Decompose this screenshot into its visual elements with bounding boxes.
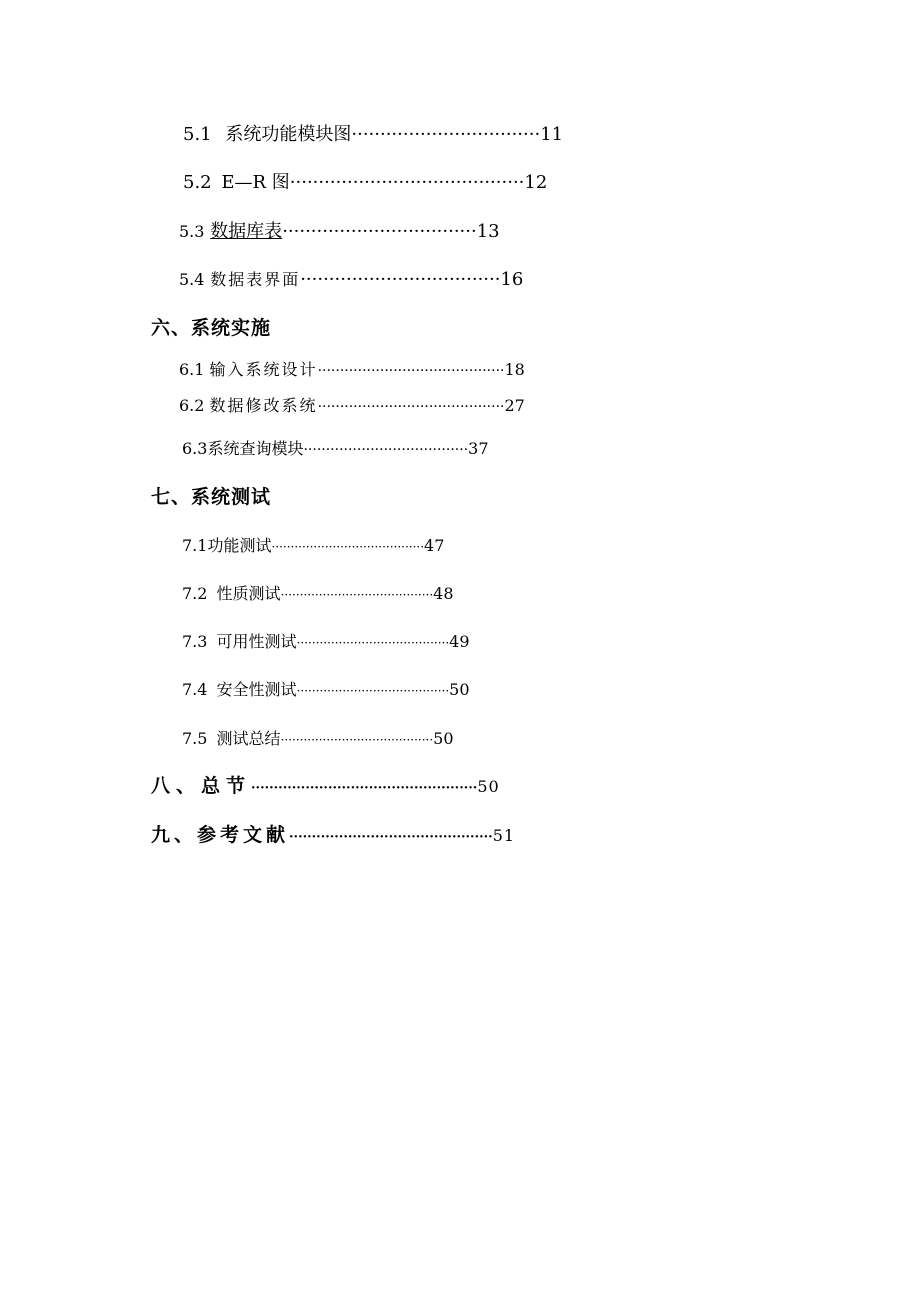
toc-title: 安全性测试	[216, 680, 297, 699]
toc-title: 性质测试	[216, 584, 281, 603]
toc-leader-dots: ········································	[271, 540, 425, 554]
toc-page-number: 49	[449, 632, 470, 651]
toc-page-number: 50	[449, 680, 470, 699]
toc-entry-5-1[interactable]	[183, 126, 563, 144]
toc-entry-5-4[interactable]	[179, 271, 523, 289]
toc-number: 6.2	[179, 396, 205, 415]
toc-leader-dots: ··········································	[317, 363, 505, 379]
toc-title: 数据修改系统	[209, 396, 318, 415]
toc-entry-5-2[interactable]	[183, 174, 547, 192]
toc-entry-5-3[interactable]	[179, 223, 500, 241]
toc-entry-7-4[interactable]	[182, 682, 470, 698]
toc-heading-title: 八、总节	[151, 775, 252, 797]
toc-title: 功能测试	[207, 536, 272, 555]
toc-page-number: 11	[540, 124, 564, 145]
toc-heading-8[interactable]	[151, 777, 500, 796]
toc-leader-dots: ·············································	[289, 830, 493, 845]
toc-leader-dots: ········································	[280, 733, 434, 747]
toc-number: 5.1	[183, 124, 212, 145]
toc-page-number: 16	[500, 269, 524, 290]
toc-title: 数据库表	[210, 221, 283, 242]
toc-title: 可用性测试	[216, 632, 297, 651]
toc-heading-title: 九、参考文献	[151, 824, 290, 846]
toc-number: 6.3	[182, 439, 208, 458]
toc-leader-dots: ········································	[296, 636, 450, 650]
toc-page-number: 50	[477, 777, 500, 796]
toc-entry-7-2[interactable]	[182, 586, 454, 602]
toc-entry-7-3[interactable]	[182, 634, 470, 650]
toc-heading-9[interactable]	[151, 826, 515, 845]
toc-number: 7.2	[182, 584, 208, 603]
toc-entry-7-1[interactable]	[182, 538, 444, 554]
toc-leader-dots: ········································	[280, 588, 434, 602]
toc-page-number: 48	[433, 584, 454, 603]
toc-page-number: 27	[504, 396, 525, 415]
toc-number: 7.4	[182, 680, 208, 699]
toc-title: E—R 图	[221, 172, 290, 193]
toc-entry-6-2[interactable]	[179, 398, 525, 414]
toc-page-number: 18	[504, 360, 525, 379]
toc-entry-6-3[interactable]	[182, 441, 489, 457]
toc-number: 7.3	[182, 632, 208, 651]
toc-title: 系统功能模块图	[225, 124, 352, 145]
toc-page-number: 47	[424, 536, 445, 555]
toc-title: 测试总结	[216, 729, 281, 748]
toc-number: 6.1	[179, 360, 205, 379]
toc-leader-dots: ·····································	[303, 442, 469, 458]
toc-heading-7[interactable]	[151, 488, 271, 507]
toc-title: 输入系统设计	[209, 360, 318, 379]
toc-title: 数据表界面	[210, 270, 301, 289]
toc-heading-6[interactable]	[151, 319, 271, 338]
toc-title: 系统查询模块	[207, 439, 304, 458]
toc-number: 7.1	[182, 536, 208, 555]
toc-page-number: 13	[476, 221, 500, 242]
toc-leader-dots: ··················································	[251, 781, 478, 796]
toc-number: 5.3	[179, 222, 205, 241]
toc-leader-dots: ·········································	[289, 172, 525, 193]
toc-page-number: 51	[492, 826, 516, 845]
toc-entry-7-5[interactable]	[182, 731, 454, 747]
toc-page-number: 12	[524, 172, 548, 193]
toc-page-number: 50	[433, 729, 454, 748]
toc-leader-dots: ···································	[300, 269, 501, 290]
toc-number: 5.4	[179, 270, 205, 289]
toc-heading-title: 七、系统测试	[151, 486, 272, 508]
toc-number: 5.2	[183, 172, 212, 193]
toc-number: 7.5	[182, 729, 208, 748]
toc-heading-title: 六、系统实施	[151, 317, 272, 339]
toc-entry-6-1[interactable]	[179, 362, 525, 378]
toc-leader-dots: ··································	[282, 221, 477, 242]
toc-leader-dots: ·································	[351, 124, 541, 145]
toc-page-number: 37	[468, 439, 489, 458]
toc-leader-dots: ········································	[296, 684, 450, 698]
toc-leader-dots: ··········································	[317, 399, 505, 415]
